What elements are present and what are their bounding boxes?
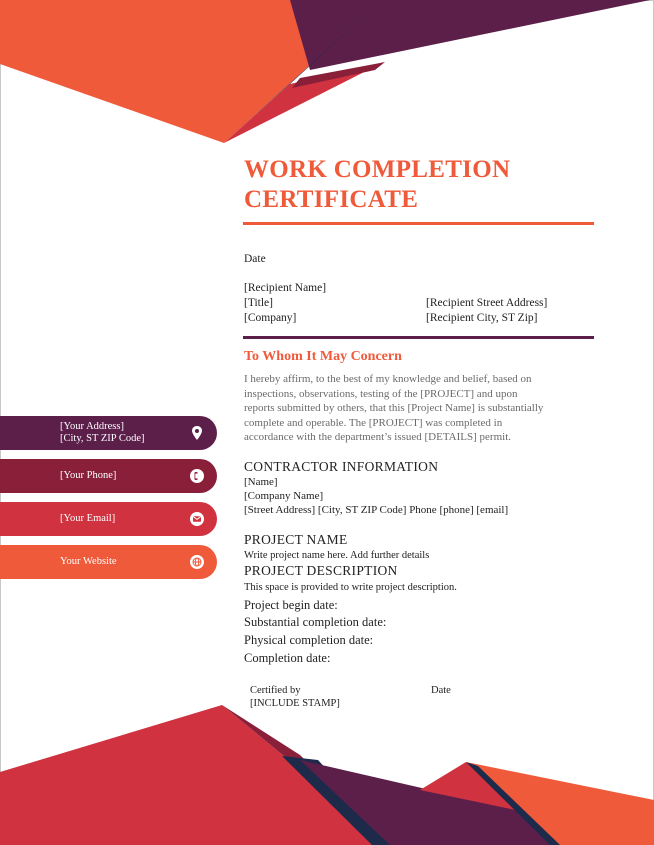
- title-line-2: CERTIFICATE: [244, 186, 419, 213]
- stamp-placeholder: [INCLUDE STAMP]: [250, 698, 340, 709]
- body-line: I hereby affirm, to the best of my knowledge and belief, based on: [244, 373, 532, 385]
- contact-website-pill: [0, 545, 217, 579]
- certified-by-label: Certified by: [250, 685, 301, 696]
- address-line-2: [City, ST ZIP Code]: [60, 433, 145, 444]
- project-description-text: This space is provided to write project description.: [244, 582, 457, 593]
- salutation: To Whom It May Concern: [244, 349, 402, 364]
- contractor-address: [Street Address] [City, ST ZIP Code] Phone [phone] [email]: [244, 504, 509, 516]
- recipient-street: [Recipient Street Address]: [426, 297, 548, 309]
- address-line-1: [Your Address]: [60, 421, 124, 432]
- recipient-divider: [243, 336, 594, 339]
- recipient-name: [Recipient Name]: [244, 282, 327, 294]
- body-line: complete and operable. The [PROJECT] was completed in: [244, 416, 503, 429]
- contact-address-pill: [0, 416, 217, 450]
- body-line: inspections, observations, testing of the [PROJECT] and upon: [244, 387, 518, 400]
- contact-phone-pill: [0, 459, 217, 493]
- completion-date: Completion date:: [244, 651, 331, 665]
- recipient-title: [Title]: [244, 297, 273, 309]
- email-text: [Your Email]: [60, 513, 116, 524]
- phone-icon: [189, 468, 205, 484]
- certificate-title: [244, 155, 604, 215]
- title-divider: [243, 222, 594, 225]
- website-text: Your Website: [60, 556, 117, 567]
- project-begin-date: Project begin date:: [244, 598, 338, 612]
- body-paragraph: [244, 372, 596, 445]
- email-icon: [189, 511, 205, 527]
- contractor-company: [Company Name]: [244, 490, 324, 502]
- body-line: reports submitted by others, that this [Project Name] is substantially: [244, 402, 544, 415]
- substantial-completion-date: Substantial completion date:: [244, 615, 387, 629]
- project-name-heading: PROJECT NAME: [244, 532, 348, 547]
- signature-date-label: Date: [431, 685, 451, 696]
- contact-email-pill: [0, 502, 217, 536]
- contractor-heading: CONTRACTOR INFORMATION: [244, 459, 439, 474]
- globe-icon: [189, 554, 205, 570]
- phone-text: [Your Phone]: [60, 470, 117, 481]
- title-line-1: WORK COMPLETION: [244, 156, 511, 183]
- date-label: Date: [244, 253, 266, 265]
- project-name-text: Write project name here. Add further details: [244, 550, 430, 561]
- recipient-city: [Recipient City, ST Zip]: [426, 312, 538, 324]
- contractor-name: [Name]: [244, 476, 278, 488]
- project-description-heading: PROJECT DESCRIPTION: [244, 563, 398, 578]
- body-line: accordance with the department’s issued [DETAILS] permit.: [244, 431, 512, 444]
- recipient-company: [Company]: [244, 312, 297, 324]
- location-icon: [189, 425, 205, 441]
- physical-completion-date: Physical completion date:: [244, 633, 374, 647]
